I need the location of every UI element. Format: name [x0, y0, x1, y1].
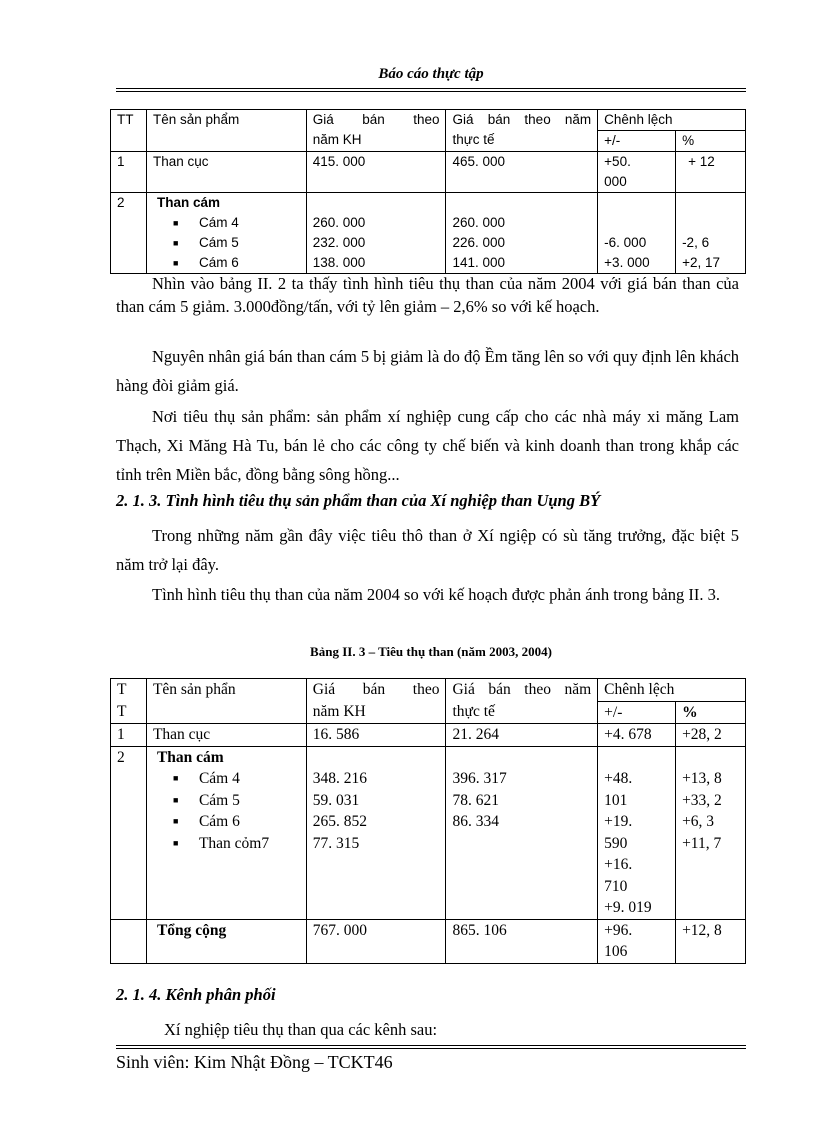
header-name: Tên sản phẩn — [146, 679, 306, 724]
header-diff: Chênh lệch — [598, 679, 746, 702]
header-diff: Chênh lệch — [598, 110, 746, 131]
paragraph-5: Tình hình tiêu thụ than của năm 2004 so với kế hoạch được phản ánh trong bảng II. 3. — [152, 585, 721, 604]
section-heading-2-1-4: 2. 1. 4. Kênh phân phối — [116, 985, 276, 1004]
paragraph-1: Nhìn vào bảng II. 2 ta thấy tình hình tiêu thụ than của năm 2004 với giá bán than của than cám 5 giảm. 3.000đồng/tấn, với tỷ lên giảm – 2,6% so với kế hoạch. — [116, 274, 739, 316]
list-item: ■ Cám 5 — [173, 233, 300, 253]
table-row: 1 Than cục 16. 586 21. 264 +4. 678 +28, 2 — [111, 724, 746, 747]
paragraph-2: Nguyên nhân giá bán than cám 5 bị giảm là do độ Ềm tăng lên so với quy định lên khách hàng đòi giảm giá. — [116, 347, 740, 395]
list-item: ■ Cám 5 — [173, 790, 300, 812]
list-item: ■ Cám 4 — [173, 768, 300, 790]
table-row: 2 Than cám ■ Cám 4 ■ Cám 5 ■ Cám 6 260. 000 232. 000 138. 000 260. 000 226. 000 141. 000 -6. 000 +3. 000 -2, 6 +2, 17 — [111, 193, 746, 274]
list-item: ■ Cám 6 — [173, 253, 300, 273]
paragraph-3: Nơi tiêu thụ sản phẩm: sản phẩm xí nghiệp cung cấp cho các nhà máy xi măng Lam Thạch, Xi Măng Hà Tu, bán lẻ cho các công ty chế biến và kinh doanh than trong khắp các tỉnh trên Miền bắc, đồng bằng sông hồng... — [116, 407, 739, 484]
page-header: Báo cáo thực tập — [378, 66, 484, 82]
section-heading-2-1-3: 2. 1. 3. Tình hình tiêu thụ sản phẩm than của Xí nghiệp than Uụng BÝ — [116, 491, 601, 510]
table-row: 2 Than cám ■ Cám 4 ■ Cám 5 ■ Cám 6 ■ Than cỏm7 348. 216 59. 031 265. 852 77. 315 396. 317 78. 621 86. 334 +48. 101 +19. 590 +16. 710 +9. 019 +13, 8 +33, 2 +6, 3 +11, 7 — [111, 746, 746, 919]
table-caption: Bảng II. 3 – Tiêu thụ than (năm 2003, 2004) — [310, 644, 552, 659]
header-real-price: Giá bán theo năm thực tế — [446, 110, 598, 152]
header-tt: TT — [111, 110, 147, 152]
paragraph-6: Xí nghiệp tiêu thụ than qua các kênh sau: — [164, 1020, 438, 1039]
list-item: ■ Cám 4 — [173, 213, 300, 233]
price-table — [110, 109, 746, 274]
header-diff-pct: % — [676, 701, 746, 724]
header-tt: T T — [111, 679, 147, 724]
page-footer: Sinh viên: Kim Nhật Đồng – TCKT46 — [116, 1052, 393, 1072]
header-diff-abs: +/- — [598, 701, 676, 724]
header-plan-price: Giá bán theo năm KH — [306, 679, 446, 724]
table-row: 1 Than cục 415. 000 465. 000 +50. 000 + 12 — [111, 152, 746, 193]
table-row-total: Tổng cộng 767. 000 865. 106 +96. 106 +12, 8 — [111, 919, 746, 963]
header-diff-pct: % — [676, 131, 746, 152]
list-item: ■ Than cỏm7 — [173, 833, 300, 855]
header-real-price: Giá bán theo năm thực tế — [446, 679, 598, 724]
footer-rule — [116, 1045, 746, 1049]
paragraph-4: Trong những năm gần đây việc tiêu thô than ở Xí ngiệp có sù tăng trưởng, đặc biệt 5 năm trở lại đây. — [116, 526, 739, 574]
coal-consumption-table — [110, 678, 746, 964]
header-diff-abs: +/- — [598, 131, 676, 152]
list-item: ■ Cám 6 — [173, 811, 300, 833]
header-plan-price: Giá bán theo năm KH — [306, 110, 446, 152]
header-rule — [116, 88, 746, 92]
header-name: Tên sản phẩm — [146, 110, 306, 152]
